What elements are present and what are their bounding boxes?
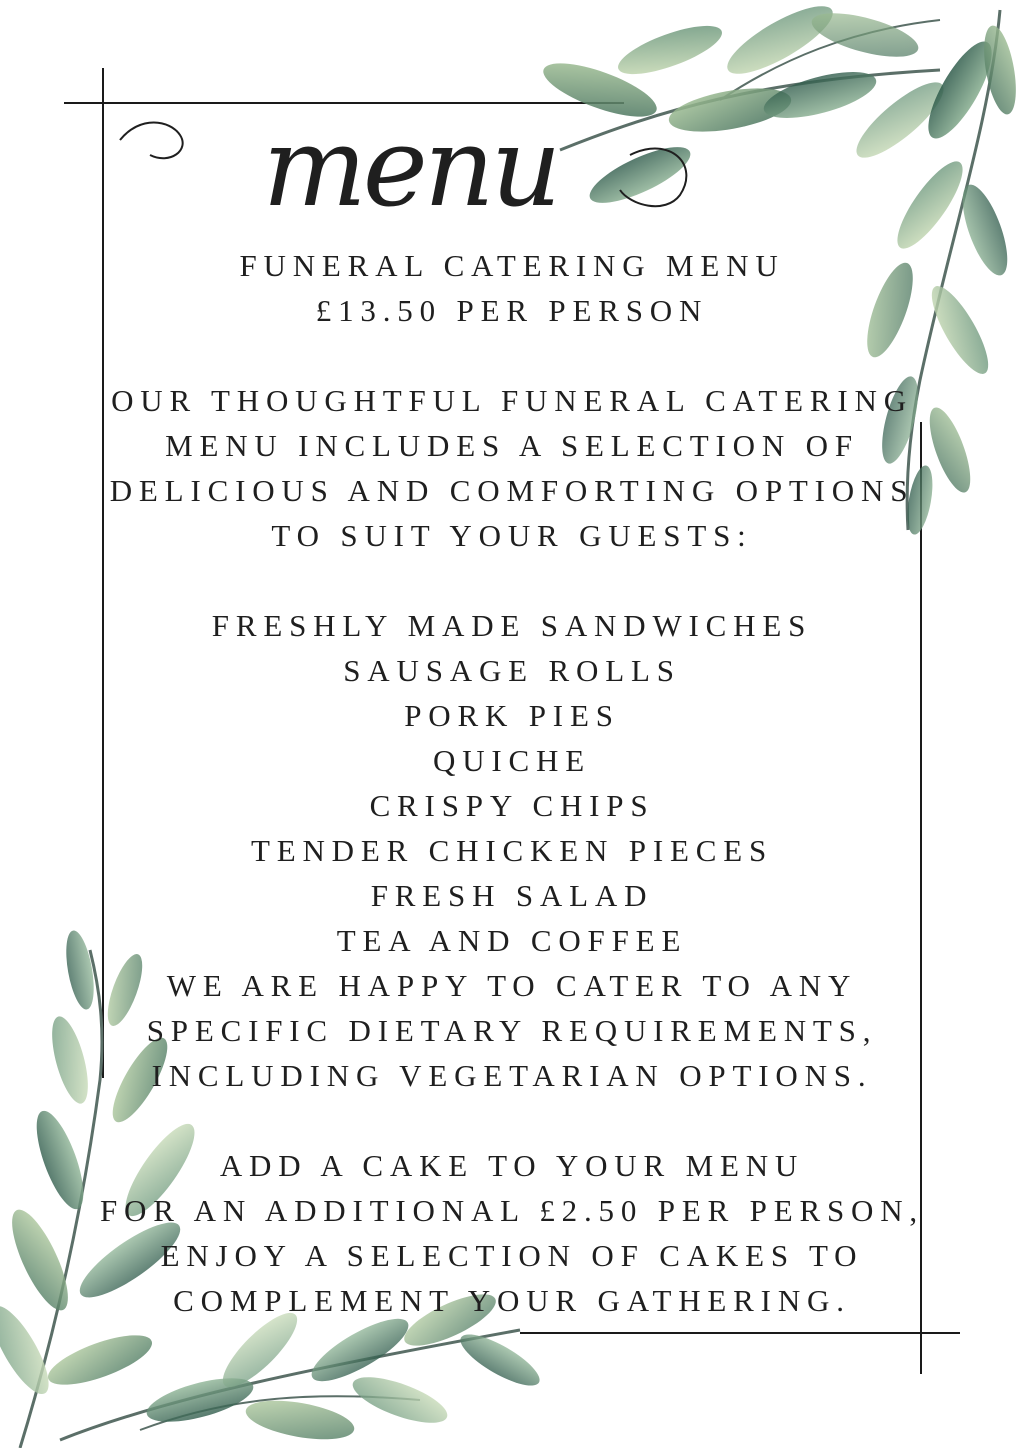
menu-item: FRESHLY MADE SANDWICHES <box>211 608 813 643</box>
menu-item: TEA AND COFFEE <box>336 923 688 958</box>
menu-item: SAUSAGE ROLLS <box>343 653 681 688</box>
cake-line: COMPLEMENT YOUR GATHERING. <box>173 1283 851 1318</box>
intro-line: DELICIOUS AND COMFORTING OPTIONS <box>109 473 915 508</box>
heading-line-2: £13.50 PER PERSON <box>315 293 709 328</box>
cake-line: ADD A CAKE TO YOUR MENU <box>219 1148 805 1183</box>
intro-line: TO SUIT YOUR GUESTS: <box>271 518 753 553</box>
cake-block <box>60 1143 964 1323</box>
menu-item: QUICHE <box>432 743 592 778</box>
menu-item: TENDER CHICKEN PIECES <box>250 833 774 868</box>
intro-line: OUR THOUGHTFUL FUNERAL CATERING <box>111 383 913 418</box>
dietary-line: WE ARE HAPPY TO CATER TO ANY <box>166 968 858 1003</box>
cake-line: FOR AN ADDITIONAL £2.50 PER PERSON, <box>99 1193 925 1228</box>
menu-script-text: menu <box>262 103 558 231</box>
menu-item: CRISPY CHIPS <box>369 788 655 823</box>
intro-block <box>60 378 964 558</box>
frame-bottom-line <box>520 1332 960 1334</box>
menu-item: FRESH SALAD <box>370 878 654 913</box>
dietary-line: SPECIFIC DIETARY REQUIREMENTS, <box>146 1013 878 1048</box>
dietary-line: INCLUDING VEGETARIAN OPTIONS. <box>151 1058 873 1093</box>
menu-item: PORK PIES <box>404 698 620 733</box>
heading-line-1: FUNERAL CATERING MENU <box>239 248 785 283</box>
intro-line: MENU INCLUDES A SELECTION OF <box>165 428 859 463</box>
cake-line: ENJOY A SELECTION OF CAKES TO <box>160 1238 864 1273</box>
menu-items-list <box>60 603 964 963</box>
dietary-block <box>60 963 964 1098</box>
menu-script-title <box>110 95 710 245</box>
heading-block <box>60 243 964 333</box>
